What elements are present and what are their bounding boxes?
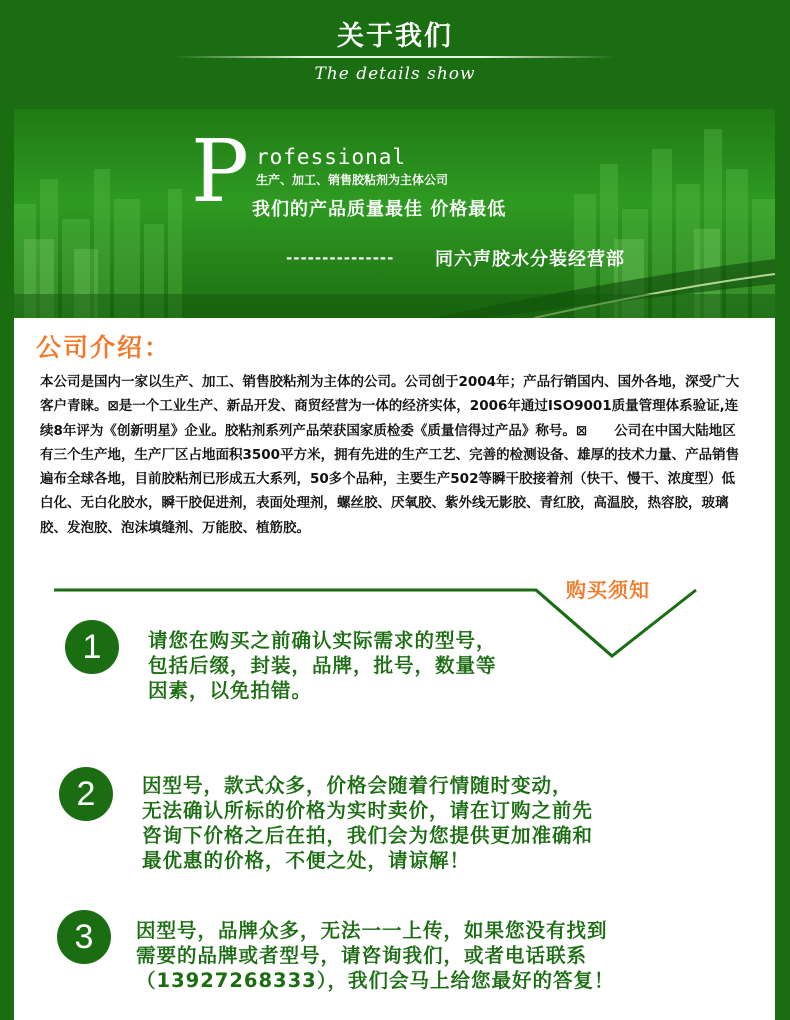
notice-item-3-line: （13927268333），我们会马上给您最好的答复！	[136, 969, 615, 992]
banner-slogan: 我们的产品质量最佳 价格最低	[252, 199, 507, 220]
notice-item-2-line: 咨询下价格之后在拍，我们会为您提供更加准确和	[142, 824, 594, 847]
banner-dashes: ---------------	[286, 249, 395, 267]
professional-initial: P	[191, 122, 249, 222]
content-panel	[14, 318, 775, 1020]
notice-item-2-line: 因型号，款式众多，价格会随着行情随时变动，	[142, 774, 573, 797]
page-subtitle: The details show	[314, 64, 476, 84]
step-2-badge: 2	[59, 767, 113, 821]
hero-banner	[14, 109, 775, 318]
notice-item-3-line: 需要的品牌或者型号，请咨询我们，或者电话联系	[136, 944, 588, 967]
step-3-badge: 3	[57, 910, 111, 964]
notice-item-1-line: 请您在购买之前确认实际需求的型号，	[148, 629, 497, 652]
step-1-badge: 1	[65, 620, 119, 674]
header	[0, 0, 790, 110]
shop-name: 同六声胶水分装经营部	[435, 249, 625, 270]
page-title: 关于我们	[337, 21, 453, 52]
notice-item-1	[148, 628, 497, 703]
notice-item-3	[136, 918, 615, 993]
intro-heading: 公司介绍：	[36, 333, 172, 362]
notice-item-2	[142, 773, 593, 873]
notice-item-2-line: 最优惠的价格，不便之处，请谅解！	[142, 849, 471, 872]
banner-tagline: 生产、加工、销售胶粘剂为主体公司	[256, 173, 449, 187]
notice-heading: 购买须知	[566, 578, 650, 602]
notice-item-3-line: 因型号，品牌众多，无法一一上传，如果您没有找到	[136, 919, 608, 942]
notice-item-1-line: 因素，以免拍错。	[148, 679, 313, 702]
notice-item-1-line: 包括后缀，封装，品牌，批号，数量等	[148, 654, 497, 677]
intro-paragraph: 本公司是国内一家以生产、加工、销售胶粘剂为主体的公司。公司创于2004年；产品行销国内、国外各地，深受广大客户青睐。⊠是一个工业生产、新品开发、商贸经营为一体的经济实体，2006年通过ISO9001质量管理体系验证,连续8年评为《创新明星》企业。胶粘剂系列产品荣获国家质检委《质量信得过产品》称号。⊠ 公司在中国大陆地区有三个生产地，生产厂区占地面积3500平方米，拥有先进的生产工艺、完善的检测设备、雄厚的技术力量、产品销售遍布全球各地，目前胶粘剂已形成五大系列，50多个品种，主要生产502等瞬干胶接着剂（快干、慢干、浓度型）低白化、无白化胶水，瞬干胶促进剂，表面处理剂，螺丝胶、厌氧胶、紫外线无影胶、青红胶，高温胶，热容胶，玻璃胶、发泡胶、泡沫填缝剂、万能胶、植筋胶。	[40, 374, 740, 536]
title-divider	[175, 56, 615, 58]
notice-item-2-line: 无法确认所标的价格为实时卖价，请在订购之前先	[142, 799, 594, 822]
professional-word: rofessional	[256, 145, 407, 169]
